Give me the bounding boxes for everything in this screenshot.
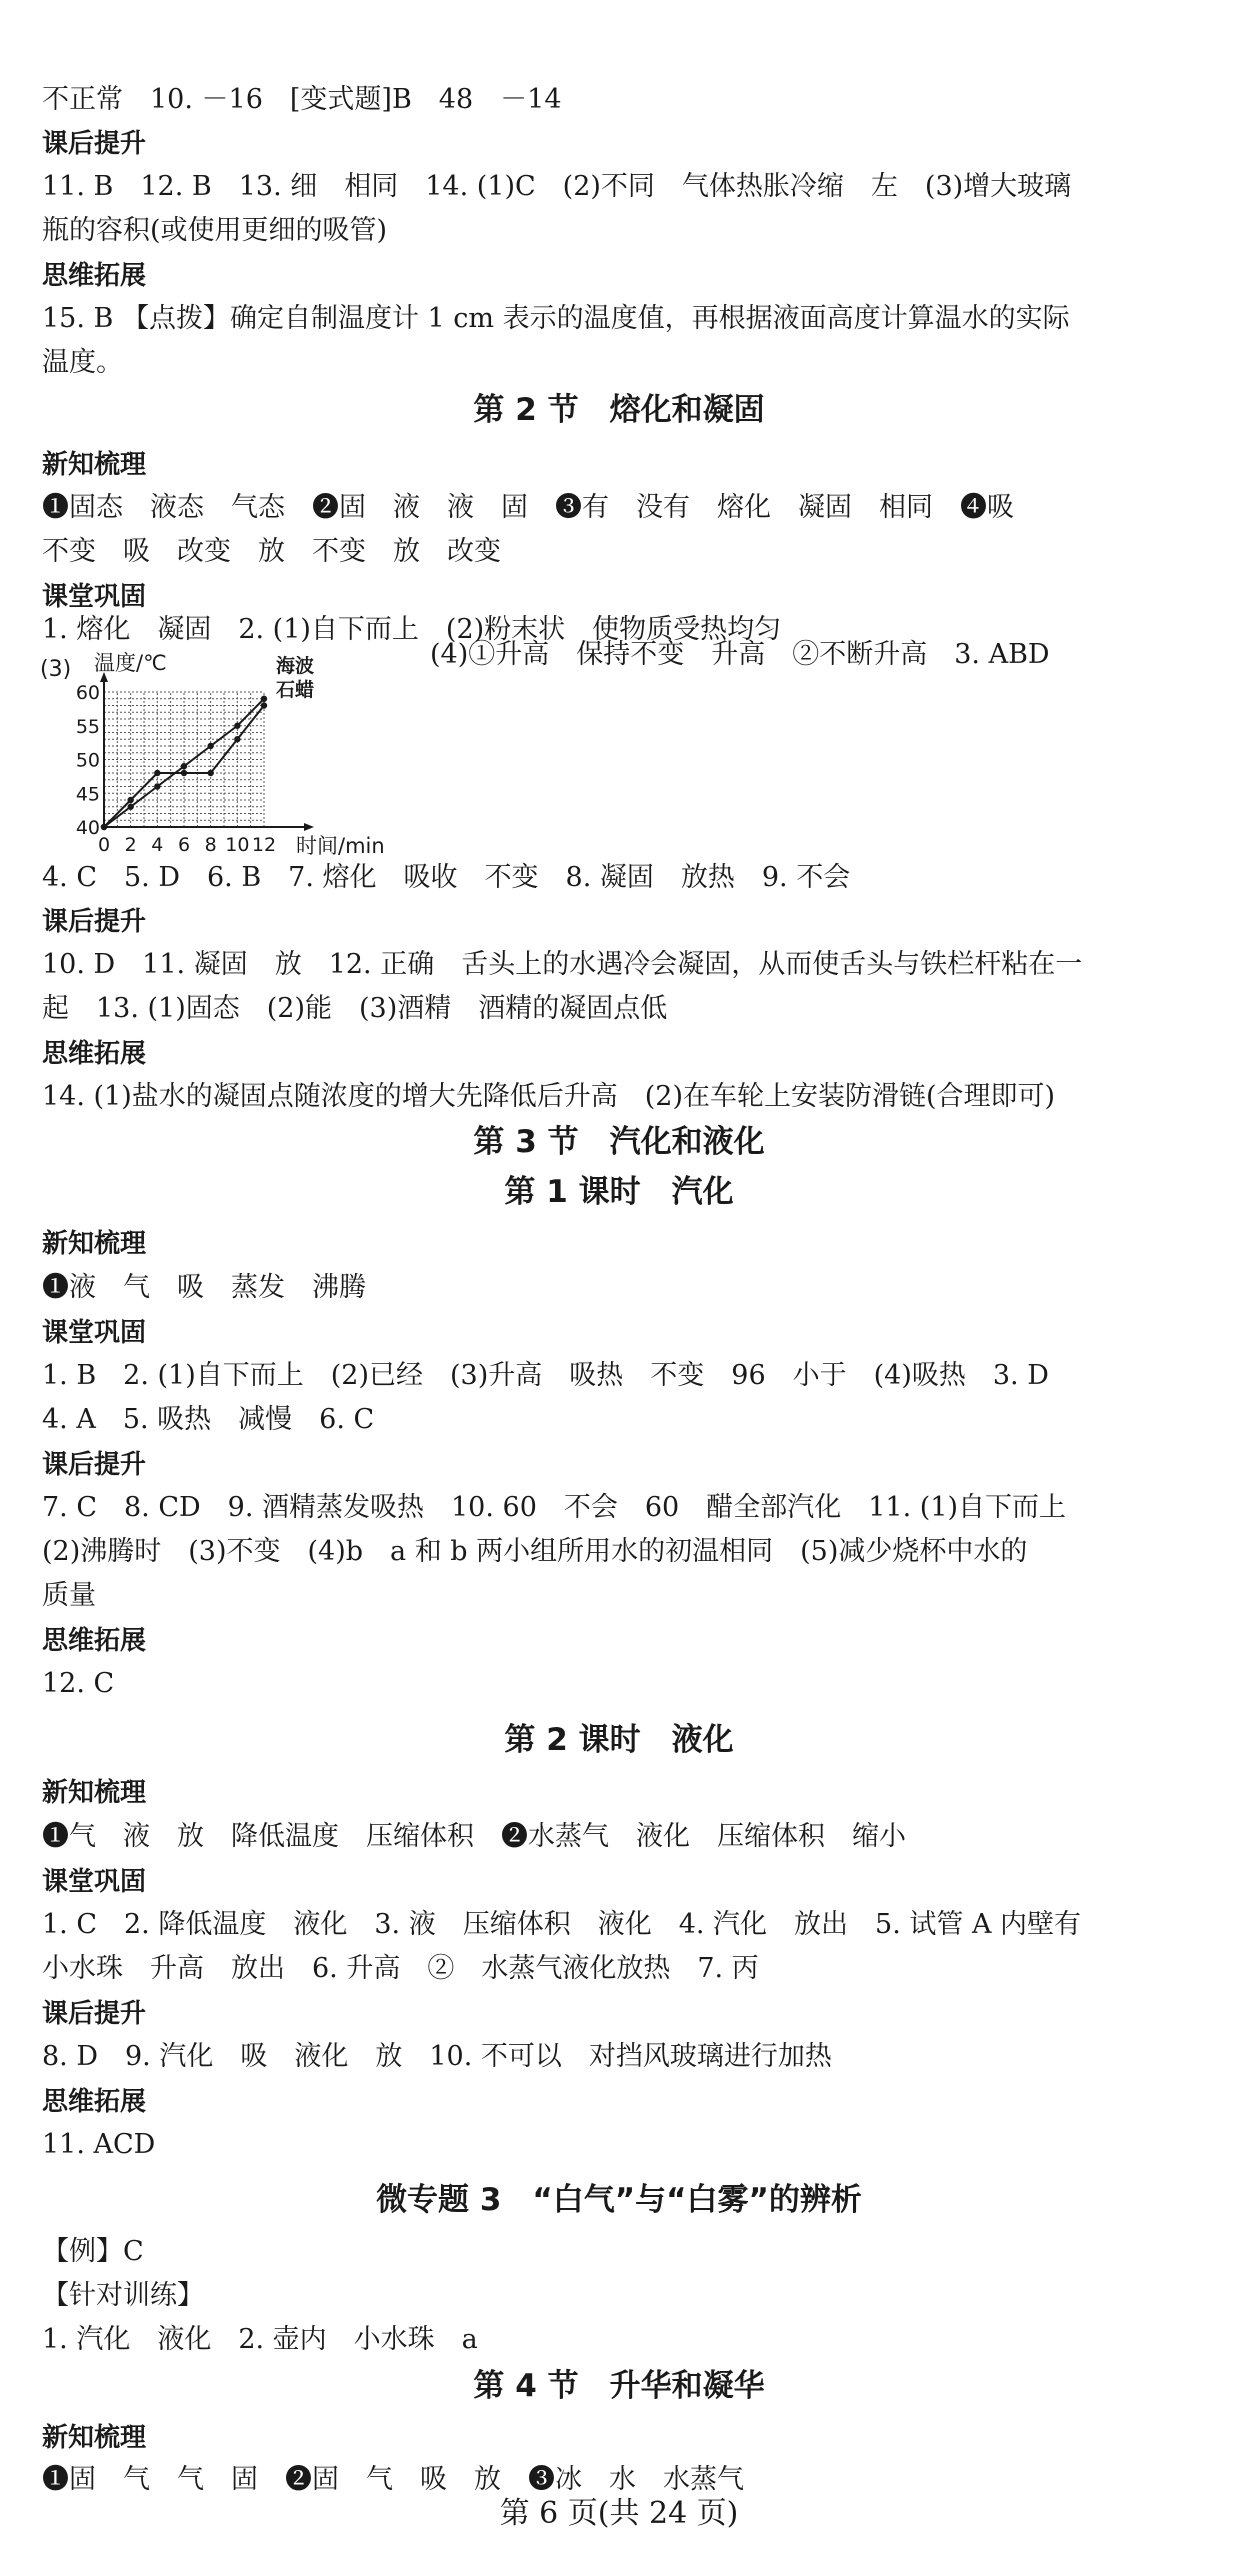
x-tick-label: 0 [97, 834, 111, 856]
answer-line: 1. 熔化 凝固 2. (1)自下而上 (2)粉末状 使物质受热均匀 [42, 614, 782, 645]
chart-prefix: (3) [40, 657, 72, 682]
answer-line: 【针对训练】 [42, 2280, 204, 2311]
answer-line: (4)①升高 保持不变 升高 ②不断升高 3. ABD [430, 639, 1050, 670]
answer-line: 【例】C [42, 2236, 144, 2267]
data-point [207, 743, 213, 749]
answer-line: 4. A 5. 吸热 减慢 6. C [42, 1404, 375, 1435]
answer-line: ❶固 气 气 固 ❷固 气 吸 放 ❸冰 水 水蒸气 [42, 2464, 744, 2495]
section-heading: 新知梳理 [42, 1229, 147, 1259]
section-heading: 课后提升 [42, 907, 147, 937]
data-point [181, 770, 187, 776]
lesson-title: 第 2 课时 液化 [504, 1722, 734, 1758]
answer-line: 14. (1)盐水的凝固点随浓度的增大先降低后升高 (2)在车轮上安装防滑链(合理即可) [42, 1081, 1056, 1112]
section-heading: 课堂巩固 [42, 1867, 147, 1897]
answer-line: 小水珠 升高 放出 6. 升高 ② 水蒸气液化放热 7. 丙 [42, 1953, 759, 1984]
data-point [127, 804, 133, 810]
section-heading: 新知梳理 [42, 1778, 147, 1808]
legend-label-haibo: 海波 [276, 655, 315, 677]
answer-line: 1. C 2. 降低温度 液化 3. 液 压缩体积 液化 4. 汽化 放出 5. 试管 A 内壁有 [42, 1909, 1082, 1940]
data-point [101, 824, 107, 830]
answer-line: ❶液 气 吸 蒸发 沸腾 [42, 1272, 366, 1303]
answer-line: 11. B 12. B 13. 细 相同 14. (1)C (2)不同 气体热胀冷缩 左 (3)增大玻璃 [42, 171, 1072, 202]
section-heading: 课后提升 [42, 1999, 147, 2029]
section-heading: 课堂巩固 [42, 1318, 147, 1348]
x-tick-label: 2 [124, 834, 137, 856]
data-point [154, 783, 160, 789]
x-tick-label: 12 [251, 834, 277, 856]
section-heading: 思维拓展 [42, 261, 147, 291]
answer-line: 温度。 [42, 347, 123, 378]
chapter-title: 第 3 节 汽化和液化 [473, 1124, 765, 1160]
answer-line: 11. ACD [42, 2129, 156, 2160]
chapter-title: 第 4 节 升华和凝华 [473, 2368, 765, 2404]
answer-line: 不变 吸 改变 放 不变 放 改变 [42, 536, 501, 567]
topic-title: 微专题 3 “白气”与“白雾”的辨析 [376, 2182, 862, 2218]
answer-line: ❶气 液 放 降低温度 压缩体积 ❷水蒸气 液化 压缩体积 缩小 [42, 1821, 906, 1852]
section-heading: 思维拓展 [42, 1626, 147, 1656]
data-point [234, 736, 240, 742]
x-axis-arrow [304, 823, 314, 831]
y-tick-label: 60 [75, 682, 100, 704]
section-heading: 新知梳理 [42, 450, 147, 480]
y-axis-label: 温度/℃ [94, 652, 167, 675]
x-tick-label: 4 [151, 834, 164, 856]
section-heading: 思维拓展 [42, 2087, 147, 2117]
answer-line: 1. 汽化 液化 2. 壶内 小水珠 a [42, 2324, 478, 2355]
y-tick-label: 55 [75, 715, 100, 738]
answer-line: 4. C 5. D 6. B 7. 熔化 吸收 不变 8. 凝固 放热 9. 不会 [42, 862, 851, 893]
answer-line: 不正常 10. －16 [变式题]B 48 －14 [42, 84, 562, 115]
lesson-title: 第 1 课时 汽化 [504, 1174, 734, 1210]
answer-line: (2)沸腾时 (3)不变 (4)b a 和 b 两小组所用水的初温相同 (5)减少烧杯中水的 [42, 1536, 1028, 1567]
answer-line: 8. D 9. 汽化 吸 液化 放 10. 不可以 对挡风玻璃进行加热 [42, 2041, 832, 2072]
answer-line: 15. B 【点拨】确定自制温度计 1 cm 表示的温度值，再根据液面高度计算温水的实际 [42, 303, 1070, 334]
x-axis-label: 时间/min [296, 834, 385, 858]
data-point [154, 770, 160, 776]
data-point [261, 696, 267, 702]
x-tick-label: 6 [177, 834, 191, 856]
answer-line: 质量 [42, 1580, 96, 1611]
page-footer: 第 6 页(共 24 页) [499, 2496, 739, 2531]
chapter-title: 第 2 节 熔化和凝固 [473, 392, 765, 428]
data-point [207, 770, 213, 776]
y-tick-label: 45 [75, 783, 100, 806]
section-heading: 思维拓展 [42, 1039, 147, 1069]
temperature-time-chart [38, 652, 428, 862]
answer-line: 起 13. (1)固态 (2)能 (3)酒精 酒精的凝固点低 [42, 993, 668, 1024]
section-heading: 课后提升 [42, 129, 147, 159]
answer-line: 1. B 2. (1)自下而上 (2)已经 (3)升高 吸热 不变 96 小于 (4)吸热 3. D [42, 1360, 1049, 1391]
answer-line: 10. D 11. 凝固 放 12. 正确 舌头上的水遇冷会凝固，从而使舌头与铁栏杆粘在一 [42, 949, 1083, 980]
chart-ticks [76, 682, 276, 856]
answer-line: 瓶的容积(或使用更细的吸管) [42, 215, 388, 246]
legend-label-shila: 石蜡 [276, 679, 315, 701]
data-point [181, 763, 187, 769]
x-tick-label: 8 [204, 834, 217, 856]
y-tick-label: 50 [75, 749, 100, 772]
section-heading: 新知梳理 [42, 2423, 147, 2453]
x-tick-label: 10 [225, 834, 250, 856]
data-point [261, 702, 267, 708]
answer-line: 12. C [42, 1668, 115, 1699]
answer-line: ❶固态 液态 气态 ❷固 液 液 固 ❸有 没有 熔化 凝固 相同 ❹吸 [42, 492, 1014, 523]
section-heading: 课堂巩固 [42, 582, 147, 612]
data-point [234, 723, 240, 729]
answer-line: 7. C 8. CD 9. 酒精蒸发吸热 10. 60 不会 60 醋全部汽化 11. (1)自下而上 [42, 1492, 1066, 1523]
section-heading: 课后提升 [42, 1450, 147, 1480]
y-tick-label: 40 [75, 817, 100, 839]
data-point [127, 797, 133, 803]
